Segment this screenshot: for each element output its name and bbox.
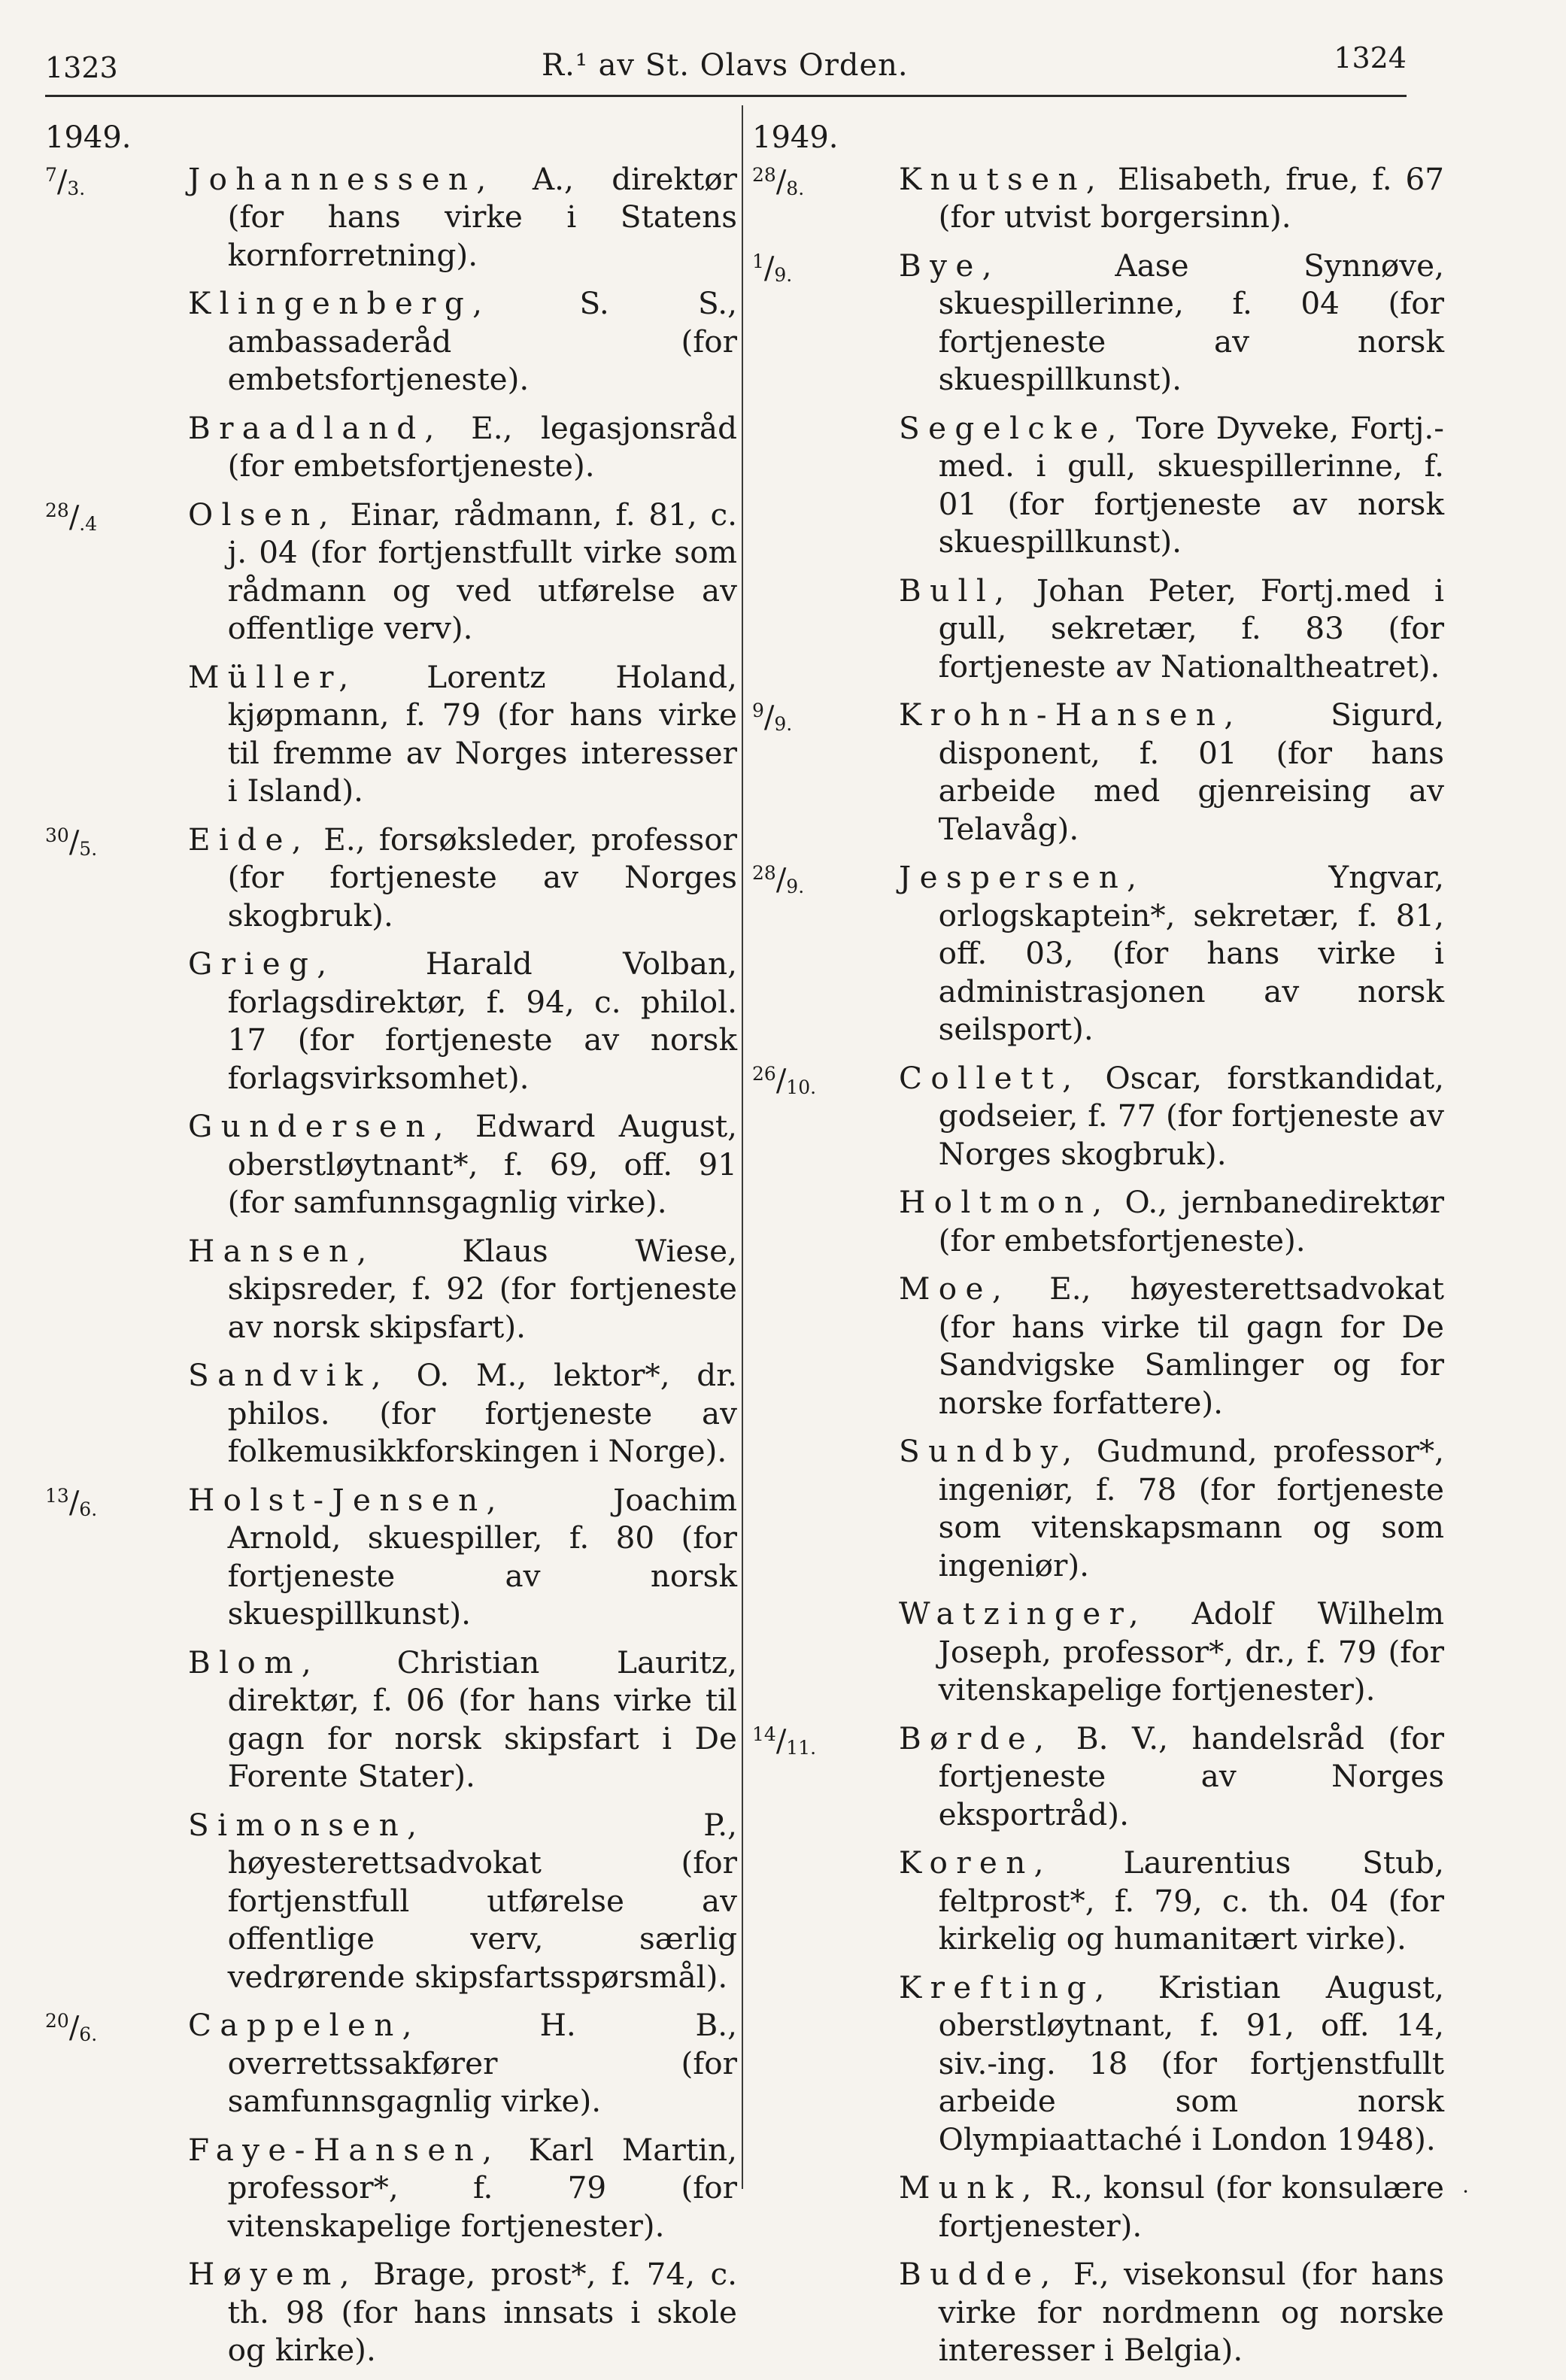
entry	[752, 409, 1444, 561]
date-month: 3.	[67, 177, 86, 199]
entry-description: B. V., handelsråd (for fortjeneste av Norges eksportråd).	[938, 1720, 1444, 1832]
entry-surname: Moe,	[899, 1270, 1011, 1307]
entry	[45, 1644, 737, 1796]
page-header	[45, 38, 1407, 98]
entry-surname: Børde,	[899, 1720, 1053, 1756]
entry	[45, 1481, 737, 1633]
entry-surname: Gundersen,	[188, 1108, 452, 1144]
entry-surname: Johannessen,	[188, 160, 495, 197]
entry-surname: Blom,	[188, 1644, 320, 1680]
entry	[752, 1595, 1444, 1709]
entry-surname: Cappelen,	[188, 2007, 420, 2043]
entry-description: Einar, rådmann, f. 81, c. j. 04 (for fortjenstfullt virke som rådmann og ved utførelse av offentlige verv).	[227, 496, 737, 646]
date-day: 30	[45, 824, 69, 846]
date-month: 10.	[786, 1076, 817, 1098]
entry-text	[188, 945, 737, 1097]
date-day: 7	[45, 163, 57, 186]
entry-surname: Budde,	[899, 2256, 1059, 2292]
entry-surname: Müller,	[188, 658, 357, 695]
date-slash: /	[775, 863, 787, 897]
entry-text	[188, 1107, 737, 1222]
entry	[45, 2006, 737, 2120]
entry-text	[188, 2131, 737, 2245]
entry	[752, 1969, 1444, 2159]
date-slash: /	[68, 2011, 80, 2045]
entry	[752, 1183, 1444, 1259]
entry	[45, 160, 737, 275]
entry-surname: Knutsen,	[899, 160, 1105, 197]
entry-date	[752, 1723, 816, 1761]
entry-description: O., jernbanedirektør (for embetsfortjeneste).	[938, 1184, 1444, 1258]
entry	[45, 1107, 737, 1222]
entry	[45, 2255, 737, 2369]
entry-text	[899, 1844, 1444, 1958]
entry-surname: Bull,	[899, 572, 1013, 609]
entry-description: Klaus Wiese, skipsreder, f. 92 (for fortjeneste av norsk skipsfart).	[227, 1232, 737, 1345]
entry-description: Gudmund, professor*, ingeniør, f. 78 (for fortjeneste som vitenskapsmann og som ingeniør).	[938, 1433, 1444, 1583]
entry-text	[899, 160, 1444, 236]
date-month: 11.	[786, 1736, 817, 1759]
date-slash: /	[763, 250, 775, 286]
entry-text	[188, 496, 737, 648]
entry-surname: Braadland,	[188, 409, 443, 446]
entry-date	[45, 163, 85, 202]
date-slash: /	[775, 164, 787, 199]
entry	[45, 821, 737, 935]
date-slash: /	[68, 1485, 80, 1520]
entry-description: S. S., ambassaderåd (for embetsfortjeneste).	[227, 285, 737, 397]
entry-description: E., høyesterettsadvokat (for hans virke til gagn for De Sandvigske Samlinger og for norske forfattere).	[938, 1270, 1444, 1421]
entry-surname: Segelcke,	[899, 409, 1125, 446]
date-month: 9.	[774, 263, 793, 286]
entry-date	[752, 699, 792, 737]
entry-text	[899, 858, 1444, 1049]
date-slash: /	[763, 700, 775, 735]
entry-description: Johan Peter, Fortj.med i gull, sekretær, f. 83 (for fortjeneste av Nationaltheatret).	[938, 572, 1444, 685]
entry-description: Joachim Arnold, skuespiller, f. 80 (for fortjeneste av norsk skuespillkunst).	[227, 1481, 737, 1632]
page-number-left: 1323	[45, 51, 118, 84]
entry	[752, 1432, 1444, 1584]
entry-list	[45, 160, 737, 2369]
entry-date	[45, 1484, 97, 1522]
entry-description: Edward August, oberstløytnant*, f. 69, off. 91 (for samfunnsgagnlig virke).	[227, 1108, 737, 1220]
entry-date	[752, 163, 804, 202]
entry-description: O. M., lektor*, dr. philos. (for fortjeneste av folkemusikkforskingen i Norge).	[227, 1357, 737, 1469]
page-number-right: 1324	[1334, 41, 1407, 74]
entry	[45, 945, 737, 1097]
entry	[752, 247, 1444, 399]
page-mark: •	[1463, 2187, 1469, 2197]
entry-description: Yngvar, orlogskaptein*, sekretær, f. 81, off. 03, (for hans virke i administrasjonen av norsk seilsport).	[938, 859, 1444, 1047]
entry	[45, 409, 737, 485]
date-month: 8.	[786, 177, 805, 199]
date-month: 5.	[79, 837, 98, 860]
entry-text	[899, 1270, 1444, 1422]
entry-surname: Hansen,	[188, 1232, 375, 1269]
entry-description: Brage, prost*, f. 74, c. th. 98 (for hans innsats i skole og kirke).	[227, 2256, 737, 2368]
entry	[752, 2169, 1444, 2245]
date-slash: /	[56, 164, 68, 199]
entry	[45, 1232, 737, 1346]
entry-text	[899, 409, 1444, 561]
entry-surname: Grieg,	[188, 946, 335, 982]
entry-text	[899, 1720, 1444, 1834]
entry-description: Oscar, forstkandidat, godseier, f. 77 (for fortjeneste av Norges skogbruk).	[938, 1059, 1444, 1172]
entry-surname: Munk,	[899, 2169, 1040, 2205]
entry	[752, 160, 1444, 236]
entry-date	[45, 2009, 97, 2048]
entry-description: R., konsul (for konsulære fortjenester).	[938, 2169, 1444, 2244]
entry	[45, 2131, 737, 2245]
entry-surname: Sandvik,	[188, 1357, 390, 1393]
entry-surname: Høyem,	[188, 2256, 358, 2292]
entry-description: E., legasjonsråd (for embetsfortjeneste).	[227, 409, 737, 484]
entry-text	[899, 696, 1444, 848]
entry-description: Tore Dyveke, Fortj.-med. i gull, skuespillerinne, f. 01 (for fortjeneste av norsk skuespillkunst).	[938, 409, 1444, 560]
date-day: 13	[45, 1484, 69, 1507]
entry	[45, 284, 737, 399]
date-day: 9	[752, 700, 764, 721]
entry-list	[752, 160, 1444, 2369]
date-day: 20	[45, 2010, 69, 2032]
entry-text	[899, 2255, 1444, 2369]
date-slash: /	[68, 824, 80, 860]
entry-surname: Holst-Jensen,	[188, 1481, 505, 1518]
date-day: 28	[752, 163, 776, 186]
entry-text	[899, 1595, 1444, 1709]
date-month: 9.	[786, 876, 805, 897]
entry-text	[899, 247, 1444, 399]
entry-text	[188, 409, 737, 485]
entry-surname: Eide,	[188, 821, 310, 858]
entry-description: E., forsøksleder, professor (for fortjeneste av Norges skogbruk).	[227, 821, 737, 933]
entry-surname: Klingenberg,	[188, 285, 491, 321]
entry-description: Aase Synnøve, skuespillerinne, f. 04 (for fortjeneste av norsk skuespillkunst).	[938, 247, 1444, 397]
entry-surname: Olsen,	[188, 496, 337, 533]
entry-text	[899, 1432, 1444, 1584]
entry-surname: Koren,	[899, 1844, 1052, 1881]
date-day: 1	[752, 250, 764, 272]
year-heading: 1949.	[752, 120, 839, 155]
date-month: 6.	[79, 1498, 98, 1520]
entry-description: Harald Volban, forlagsdirektør, f. 94, c. philol. 17 (for fortjeneste av norsk forlagsvirksomhet).	[227, 946, 737, 1096]
right-column	[752, 119, 1444, 2380]
entry-date	[752, 250, 792, 288]
entry-description: P., høyesterettsadvokat (for fortjenstfull utførelse av offentlige verv, særlig vedrørende skipsfartsspørsmål).	[227, 1806, 737, 1995]
date-day: 28	[45, 499, 69, 521]
entry-text	[188, 160, 737, 275]
entry-surname: Collett,	[899, 1059, 1081, 1096]
entry	[752, 1844, 1444, 1958]
entry-date	[45, 824, 97, 862]
entry-surname: Watzinger,	[899, 1595, 1147, 1632]
entry-description: Laurentius Stub, feltprost*, f. 79, c. th. 04 (for kirkelig og humanitært virke).	[938, 1844, 1444, 1957]
entry-text	[188, 658, 737, 810]
entry-text	[188, 821, 737, 935]
entry	[752, 858, 1444, 1049]
date-slash: /	[68, 499, 80, 535]
entry-date	[752, 861, 804, 900]
date-slash: /	[775, 1063, 787, 1098]
entry-surname: Simonsen,	[188, 1806, 426, 1843]
entry-description: Adolf Wilhelm Joseph, professor*, dr., f. 79 (for vitenskapelige fortjenester).	[938, 1595, 1444, 1708]
entry	[45, 1356, 737, 1471]
entry-text	[899, 1969, 1444, 2159]
entry-text	[188, 2255, 737, 2369]
entry-surname: Faye-Hansen,	[188, 2131, 501, 2168]
entry-surname: Jespersen,	[899, 859, 1146, 895]
entry	[752, 1720, 1444, 1834]
entry	[45, 496, 737, 648]
entry-text	[899, 1059, 1444, 1173]
entry-text	[188, 1644, 737, 1796]
entry-surname: Bye,	[899, 247, 1000, 284]
entry-description: Lorentz Holand, kjøpmann, f. 79 (for hans virke til fremme av Norges interesser i Island).	[227, 658, 737, 809]
entry-text	[899, 1183, 1444, 1259]
entry	[752, 2255, 1444, 2369]
entry	[45, 1806, 737, 1996]
header-rule	[45, 95, 1407, 97]
entry-date	[45, 499, 97, 537]
entry-description: F., visekonsul (for hans virke for nordmenn og norske interesser i Belgia).	[938, 2256, 1444, 2368]
column-divider	[742, 105, 743, 2189]
running-title: R.¹ av St. Olavs Orden.	[542, 48, 909, 83]
entry-text	[188, 284, 737, 399]
date-month: .4	[79, 512, 98, 535]
date-day: 14	[752, 1723, 776, 1745]
left-column	[45, 119, 737, 2380]
entry-description: Karl Martin, professor*, f. 79 (for vitenskapelige fortjenester).	[227, 2131, 737, 2244]
entry-description: A., direktør (for hans virke i Statens kornforretning).	[227, 160, 737, 273]
entry-text	[188, 1356, 737, 1471]
entry-text	[188, 1232, 737, 1346]
entry-surname: Holtmon,	[899, 1184, 1111, 1220]
entry	[45, 658, 737, 810]
date-month: 9.	[774, 713, 793, 735]
year-heading: 1949.	[45, 120, 132, 155]
entry	[752, 1059, 1444, 1173]
entry	[752, 572, 1444, 686]
entry-date	[752, 1062, 816, 1100]
date-day: 26	[752, 1062, 776, 1085]
entry-description: Sigurd, disponent, f. 01 (for hans arbeide med gjenreising av Telavåg).	[938, 697, 1444, 847]
entry-text	[899, 2169, 1444, 2245]
entry-description: Elisabeth, frue, f. 67 (for utvist borgersinn).	[938, 160, 1444, 235]
entry-description: Kristian August, oberstløytnant, f. 91, off. 14, siv.-ing. 18 (for fortjenstfullt arbeide som norsk Olympiaattaché i London 1948).	[938, 1969, 1444, 2157]
entry-surname: Sundby,	[899, 1433, 1081, 1469]
date-month: 6.	[79, 2023, 98, 2045]
entry-text	[188, 1806, 737, 1996]
entry-description: Christian Lauritz, direktør, f. 06 (for hans virke til gagn for norsk skipsfart i De Forente Stater).	[227, 1644, 737, 1794]
entry	[752, 696, 1444, 848]
entry-surname: Krohn-Hansen,	[899, 697, 1243, 733]
entry-text	[899, 572, 1444, 686]
entry-text	[188, 2006, 737, 2120]
date-slash: /	[775, 1723, 787, 1759]
entry-description: H. B., overrettssakfører (for samfunnsgagnlig virke).	[227, 2007, 737, 2119]
date-day: 28	[752, 862, 776, 884]
entry	[752, 1270, 1444, 1422]
entry-surname: Krefting,	[899, 1969, 1113, 2005]
entry-text	[188, 1481, 737, 1633]
